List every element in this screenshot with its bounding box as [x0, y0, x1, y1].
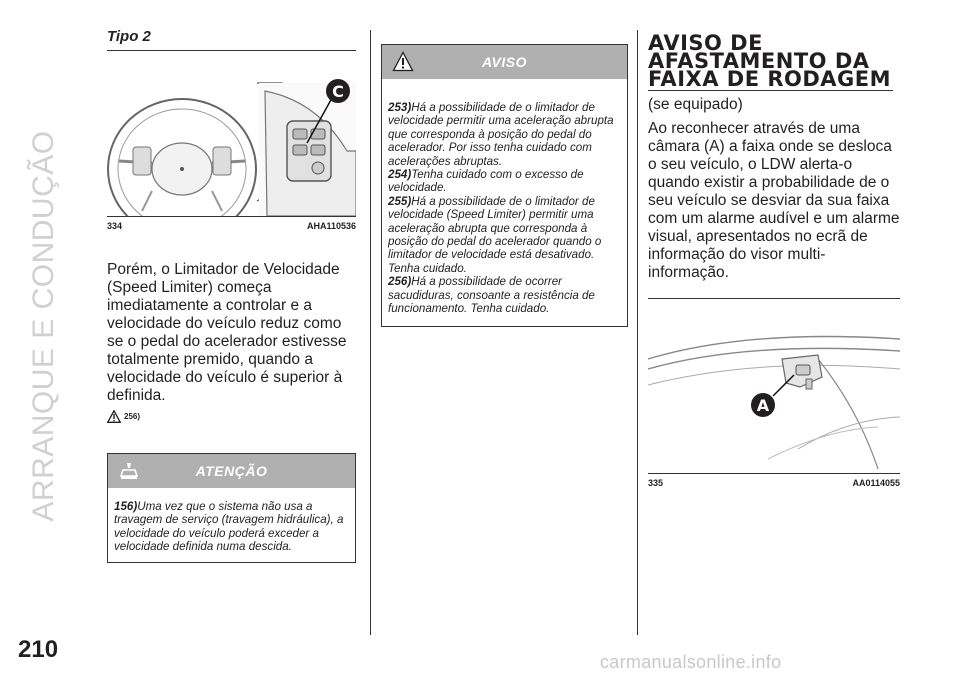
- car-caution-icon: [118, 460, 140, 482]
- chapter-title-text: ARRANQUE E CONDUÇÃO: [27, 130, 60, 522]
- warning-item: [388, 168, 621, 195]
- figure-code: AA0114055: [852, 478, 900, 488]
- warning-triangle-icon: [392, 51, 414, 73]
- warning-item-text: Há a possibilidade de o limitador de velocidade (Speed Limiter) permitir uma aceleração abrupta que corresponda à posição do pedal do acelerador quando o limitador de velocidade está desativado. Tenha cuidado.: [388, 194, 602, 275]
- caution-box: [107, 453, 356, 563]
- warning-item-number: 255): [388, 194, 412, 208]
- caution-header: [108, 454, 355, 488]
- caution-title: ATENÇÃO: [195, 463, 268, 479]
- body-paragraph: Porém, o Limitador de Velocidade (Speed Limiter) começa imediatamente a controlar e a velocidade do veículo reduz como se o pedal do acelerador estivesse totalmente premido, quando a velocidade do veículo é superior à definida.: [107, 261, 347, 404]
- column-3: [648, 31, 900, 488]
- section-title-line: AVISO DE: [648, 31, 763, 55]
- figure-number: 334: [107, 221, 123, 231]
- column-divider: [637, 30, 638, 635]
- watermark: carmanualsonline.info: [600, 652, 782, 672]
- warning-item: [388, 275, 621, 315]
- caution-item-number: 156): [114, 500, 138, 513]
- warning-header: [382, 45, 627, 79]
- warning-item: [388, 195, 621, 275]
- figure-code: AHA110536: [306, 221, 356, 231]
- warning-title: AVISO: [481, 54, 528, 70]
- caution-item: [114, 500, 349, 554]
- figure-caption: [107, 217, 356, 231]
- section-title-line: AFASTAMENTO DA: [648, 49, 870, 73]
- warning-item-number: 254): [388, 168, 412, 182]
- reference-number: 256): [124, 412, 141, 421]
- warning-box: [381, 44, 628, 327]
- section-title: [648, 31, 893, 91]
- column-2: [381, 44, 628, 327]
- figure-camera: [648, 298, 900, 474]
- page-number: 210: [18, 636, 59, 663]
- callout-letter: C: [332, 82, 344, 101]
- warning-content: [382, 79, 627, 326]
- warning-triangle-icon: [107, 410, 121, 423]
- callout-letter: A: [756, 396, 770, 415]
- caution-content: [108, 488, 355, 562]
- warning-item-number: 256): [388, 275, 412, 289]
- warning-item: [388, 101, 621, 168]
- body-paragraph: Ao reconhecer através de uma câmara (A) a faixa onde se desloca o seu veículo, o LDW alerta-o quando existir a probabilidade de o seu veículo se desviar da sua faixa com um alarme audível e um alarme visual, apresentados no ecrã de informação do visor multi-informação.: [648, 120, 900, 281]
- column-divider: [370, 30, 371, 635]
- caution-item-text: Uma vez que o sistema não usa a travagem de serviço (travagem hidráulica), a velocidade do veículo poderá exceder a velocidade definida numa descida.: [114, 500, 344, 554]
- subtitle: (se equipado): [648, 96, 743, 113]
- warning-item-number: 253): [388, 101, 412, 114]
- steering-wheel-illustration: [107, 51, 356, 216]
- warning-item-text: Tenha cuidado com o excesso de velocidade.: [388, 168, 584, 195]
- figure-caption: [648, 474, 900, 488]
- section-heading: Tipo 2: [107, 28, 151, 45]
- column-1: [107, 28, 356, 563]
- warning-item-text: Há a possibilidade de o limitador de velocidade permitir uma aceleração abrupta que corresponda à posição do pedal do acelerador. Por isso tenha cuidado com acelerações abruptas.: [388, 101, 614, 168]
- section-title-line: FAIXA DE RODAGEM: [648, 67, 892, 91]
- figure-number: 335: [648, 478, 664, 488]
- windshield-camera-illustration: [648, 299, 900, 473]
- warning-item-text: Há a possibilidade de ocorrer sacudiduras, consoante a resistência de funcionamento. Tenha cuidado.: [388, 275, 595, 316]
- reference-note: [107, 410, 356, 423]
- figure-steering-wheel: [107, 50, 356, 217]
